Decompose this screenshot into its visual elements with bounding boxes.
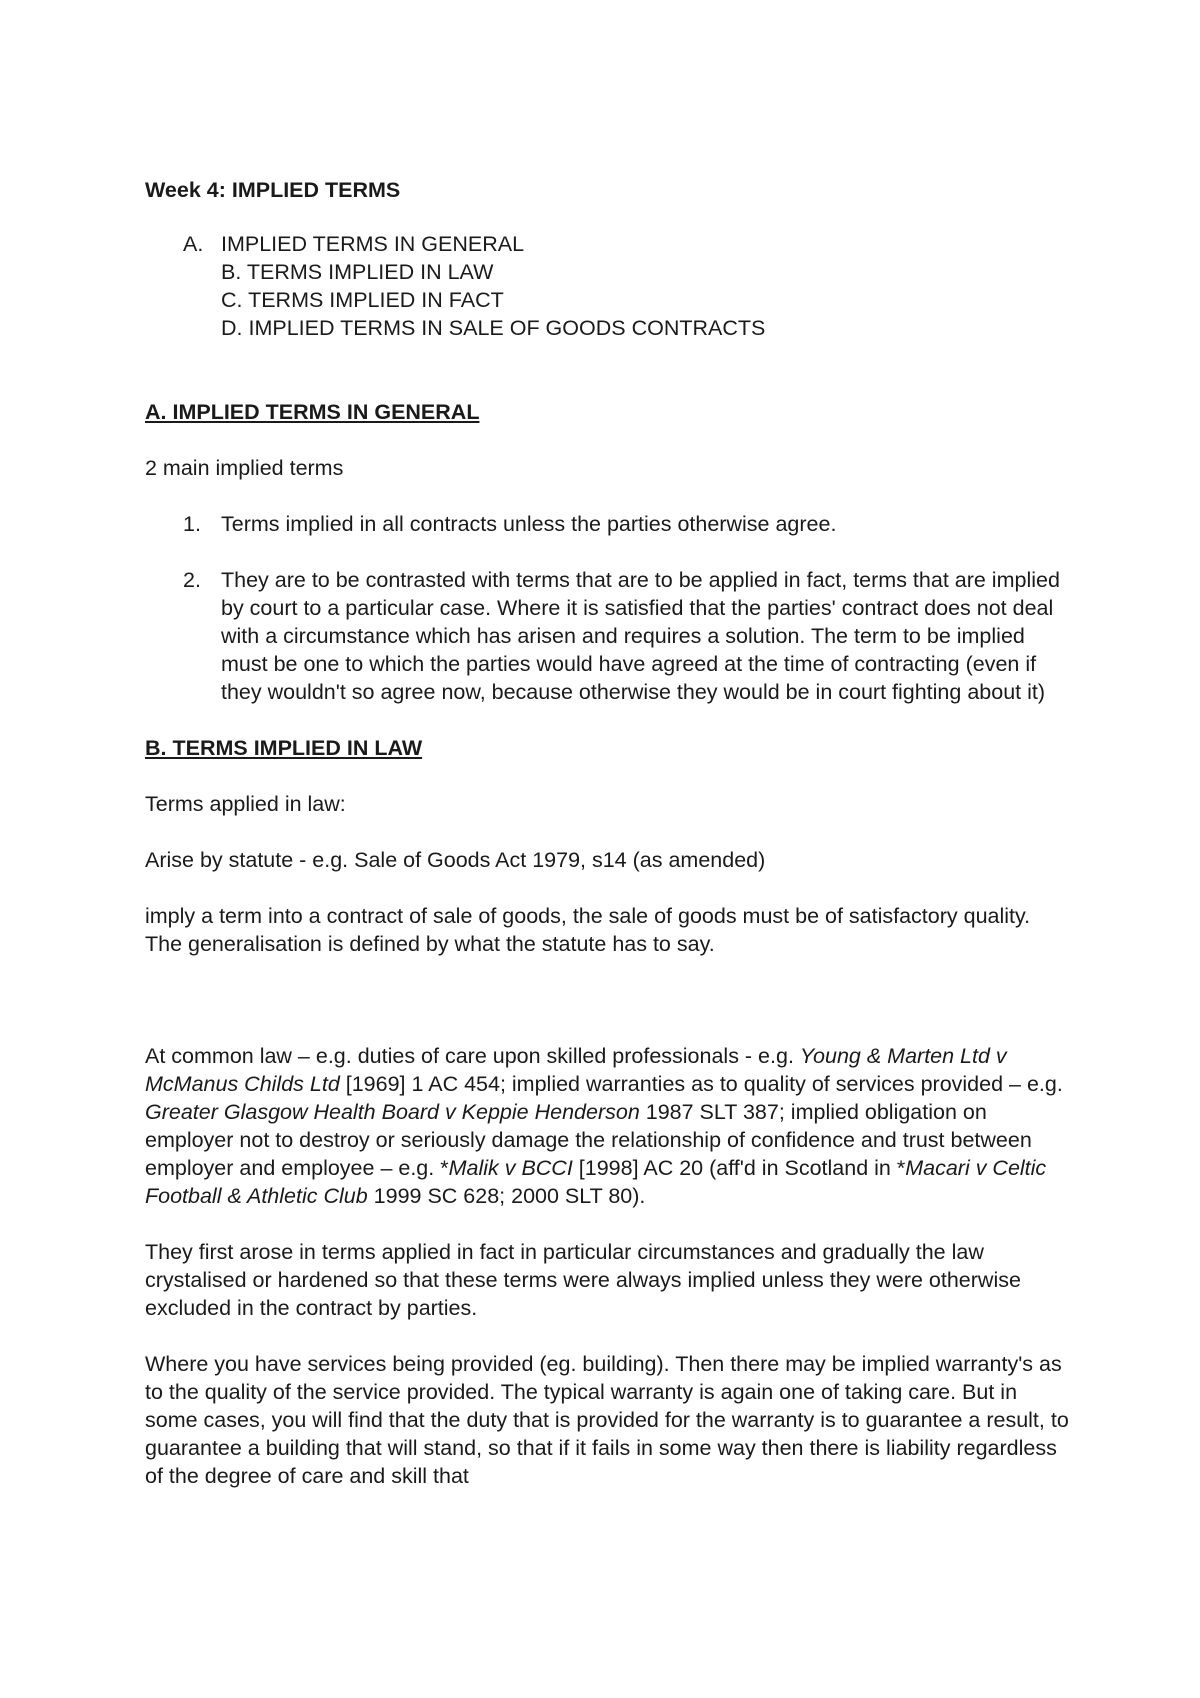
list-item-text: Terms implied in all contracts unless the parties otherwise agree. xyxy=(221,512,837,536)
paragraph-common-law xyxy=(145,1042,1070,1210)
section-b-heading: B. TERMS IMPLIED IN LAW xyxy=(145,736,423,760)
case-name: Malik v BCCI xyxy=(448,1156,573,1180)
list-number: 1. xyxy=(183,512,201,536)
list-item-text: They are to be contrasted with terms that are to be applied in fact, terms that are implied by court to a particular case. Where it is satisfied that the parties' contract does not deal with a circumstance which has arisen and requires a solution. The term to be implied must be one to which the parties would have agreed at the time of contracting (even if they wouldn't so agree now, because otherwise they would be in court fighting about it) xyxy=(221,568,1060,704)
outline-item-text: IMPLIED TERMS IN GENERAL xyxy=(221,232,525,256)
document-page xyxy=(145,176,1070,1518)
list-number: 2. xyxy=(183,568,201,592)
case-name: Young & Marten Ltd v McManus Childs Ltd xyxy=(145,1044,1007,1096)
outline-item: C. TERMS IMPLIED IN FACT xyxy=(221,288,504,312)
paragraph: Where you have services being provided (eg. building). Then there may be implied warranty's as to the quality of the service provided. The typical warranty is again one of taking care. But in some cases, you will find that the duty that is provided for the warranty is to guarantee a result, to guarantee a building that will stand, so that if it fails in some way then there is liability regardless of the degree of care and skill that xyxy=(145,1352,1069,1488)
section-a-heading: A. IMPLIED TERMS IN GENERAL xyxy=(145,400,480,424)
paragraph: Arise by statute - e.g. Sale of Goods Act 1979, s14 (as amended) xyxy=(145,848,766,872)
outline-marker: A. xyxy=(183,232,204,256)
paragraph: Terms applied in law: xyxy=(145,792,346,816)
section-a-intro: 2 main implied terms xyxy=(145,456,344,480)
text-run: 1987 SLT 387; implied obligation on employer not to destroy or seriously damage the relationship of confidence and trust between employer and employee – e.g. * xyxy=(145,1100,1032,1180)
paragraph: imply a term into a contract of sale of goods, the sale of goods must be of satisfactory quality. The generalisation is defined by what the statute has to say. xyxy=(145,904,1031,956)
outline-item: B. TERMS IMPLIED IN LAW xyxy=(221,260,494,284)
page-title: Week 4: IMPLIED TERMS xyxy=(145,178,401,202)
case-name: Greater Glasgow Health Board v Keppie Henderson xyxy=(145,1100,640,1124)
case-name: Macari v Celtic Football & Athletic Club xyxy=(145,1156,1047,1208)
text-run: At common law – e.g. duties of care upon skilled professionals - e.g. xyxy=(145,1044,800,1068)
outline-list xyxy=(145,230,1070,342)
outline-item xyxy=(145,230,1070,258)
section-a-list xyxy=(145,510,1070,706)
text-run: 1999 SC 628; 2000 SLT 80). xyxy=(367,1184,646,1208)
text-run: [1969] 1 AC 454; implied warranties as to quality of services provided – e.g. xyxy=(339,1072,1063,1096)
paragraph: They first arose in terms applied in fact in particular circumstances and gradually the law crystalised or hardened so that these terms were always implied unless they were otherwise excluded in the contract by parties. xyxy=(145,1240,1021,1320)
list-item xyxy=(145,510,1070,538)
text-run: [1998] AC 20 (aff'd in Scotland in * xyxy=(572,1156,906,1180)
list-item xyxy=(145,566,1070,706)
outline-item: D. IMPLIED TERMS IN SALE OF GOODS CONTRACTS xyxy=(221,316,766,340)
blank-space xyxy=(145,986,1070,1042)
